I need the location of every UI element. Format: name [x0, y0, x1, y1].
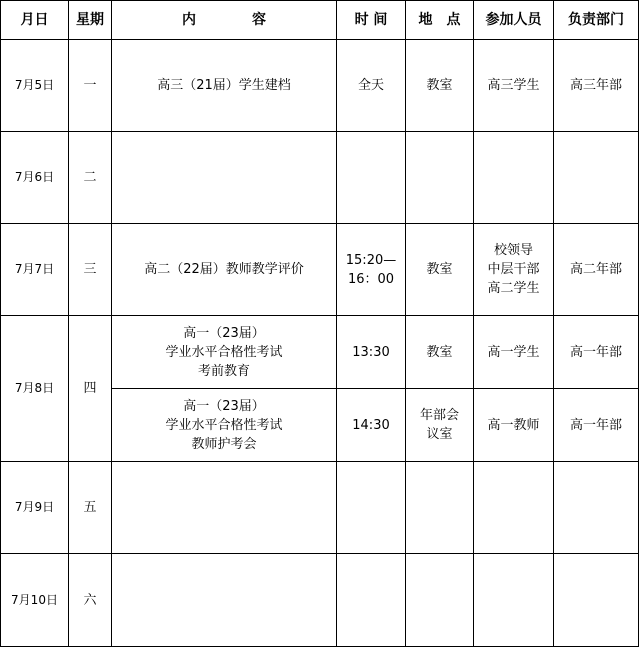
- date-cell: 7月9日: [1, 462, 69, 554]
- department-cell: 高三年部: [554, 40, 639, 132]
- participants-cell: [474, 132, 554, 224]
- table-row: [1, 554, 639, 647]
- header-participants: 参加人员: [474, 1, 554, 40]
- department-cell: 高一年部: [554, 316, 639, 389]
- date-cell: 7月10日: [1, 554, 69, 647]
- content-line: 高一（23届）: [183, 325, 265, 341]
- participants-line: 高三学生: [487, 78, 540, 93]
- time-cell: [337, 40, 406, 132]
- weekday-cell: 一: [69, 40, 112, 132]
- date-cell: 7月7日: [1, 224, 69, 316]
- place-cell: [406, 40, 474, 132]
- time-cell: [337, 316, 406, 389]
- department-cell: 高一年部: [554, 389, 639, 462]
- header-place: 地 点: [406, 1, 474, 40]
- time-line: 13:30: [352, 344, 390, 360]
- time-cell: [337, 389, 406, 462]
- date-cell: 7月5日: [1, 40, 69, 132]
- header-content: 内 容: [112, 1, 337, 40]
- header-date: 月日: [1, 1, 69, 40]
- department-cell: [554, 132, 639, 224]
- content-line: 高二（22届）教师教学评价: [144, 262, 304, 277]
- place-cell: [406, 389, 474, 462]
- participants-line: 高一学生: [487, 344, 540, 360]
- content-cell: [112, 389, 337, 462]
- time-cell: [337, 224, 406, 316]
- weekday-cell: 四: [69, 316, 112, 462]
- weekday-cell: 五: [69, 462, 112, 554]
- header-row: [1, 1, 639, 40]
- header-weekday: 星期: [69, 1, 112, 40]
- department-cell: [554, 462, 639, 554]
- place-line: 议室: [426, 427, 453, 442]
- content-line: 高三（21届）学生建档: [157, 78, 291, 93]
- content-line: 高一（23届）: [183, 398, 265, 414]
- content-line: 学业水平合格性考试: [165, 344, 283, 360]
- place-cell: [406, 462, 474, 554]
- participants-cell: [474, 40, 554, 132]
- participants-line: 校领导: [493, 243, 533, 258]
- place-line: 年部会: [419, 408, 459, 423]
- time-cell: [337, 132, 406, 224]
- participants-line: 高一教师: [487, 417, 540, 433]
- department-cell: [554, 554, 639, 647]
- table-row: [1, 224, 639, 316]
- content-line: 教师护考会: [191, 436, 257, 452]
- time-line: 15:20—: [345, 252, 397, 268]
- place-line: 教室: [426, 344, 453, 360]
- participants-line: 中层干部: [487, 262, 540, 277]
- weekday-cell: 三: [69, 224, 112, 316]
- content-cell: [112, 40, 337, 132]
- time-cell: [337, 462, 406, 554]
- table-row: [1, 40, 639, 132]
- date-cell: 7月6日: [1, 132, 69, 224]
- content-cell: [112, 132, 337, 224]
- participants-cell: [474, 224, 554, 316]
- header-time: 时 间: [337, 1, 406, 40]
- participants-cell: [474, 316, 554, 389]
- content-line: 考前教育: [197, 363, 250, 379]
- place-line: 教室: [426, 78, 453, 93]
- participants-line: 高二学生: [487, 281, 540, 296]
- header-department: 负责部门: [554, 1, 639, 40]
- table-row: [1, 132, 639, 224]
- place-cell: [406, 132, 474, 224]
- content-cell: [112, 462, 337, 554]
- table-row: [1, 316, 639, 389]
- place-cell: [406, 224, 474, 316]
- department-cell: 高二年部: [554, 224, 639, 316]
- content-cell: [112, 316, 337, 389]
- date-cell: 7月8日: [1, 316, 69, 462]
- participants-cell: [474, 462, 554, 554]
- time-line: 16：00: [347, 271, 395, 287]
- place-line: 教室: [426, 262, 453, 277]
- content-cell: [112, 554, 337, 647]
- content-cell: [112, 224, 337, 316]
- place-cell: [406, 316, 474, 389]
- participants-cell: [474, 554, 554, 647]
- participants-cell: [474, 389, 554, 462]
- weekday-cell: 二: [69, 132, 112, 224]
- table-row: [1, 462, 639, 554]
- time-line: 全天: [357, 78, 384, 93]
- place-cell: [406, 554, 474, 647]
- time-cell: [337, 554, 406, 647]
- time-line: 14:30: [352, 417, 390, 433]
- content-line: 学业水平合格性考试: [165, 417, 283, 433]
- weekday-cell: 六: [69, 554, 112, 647]
